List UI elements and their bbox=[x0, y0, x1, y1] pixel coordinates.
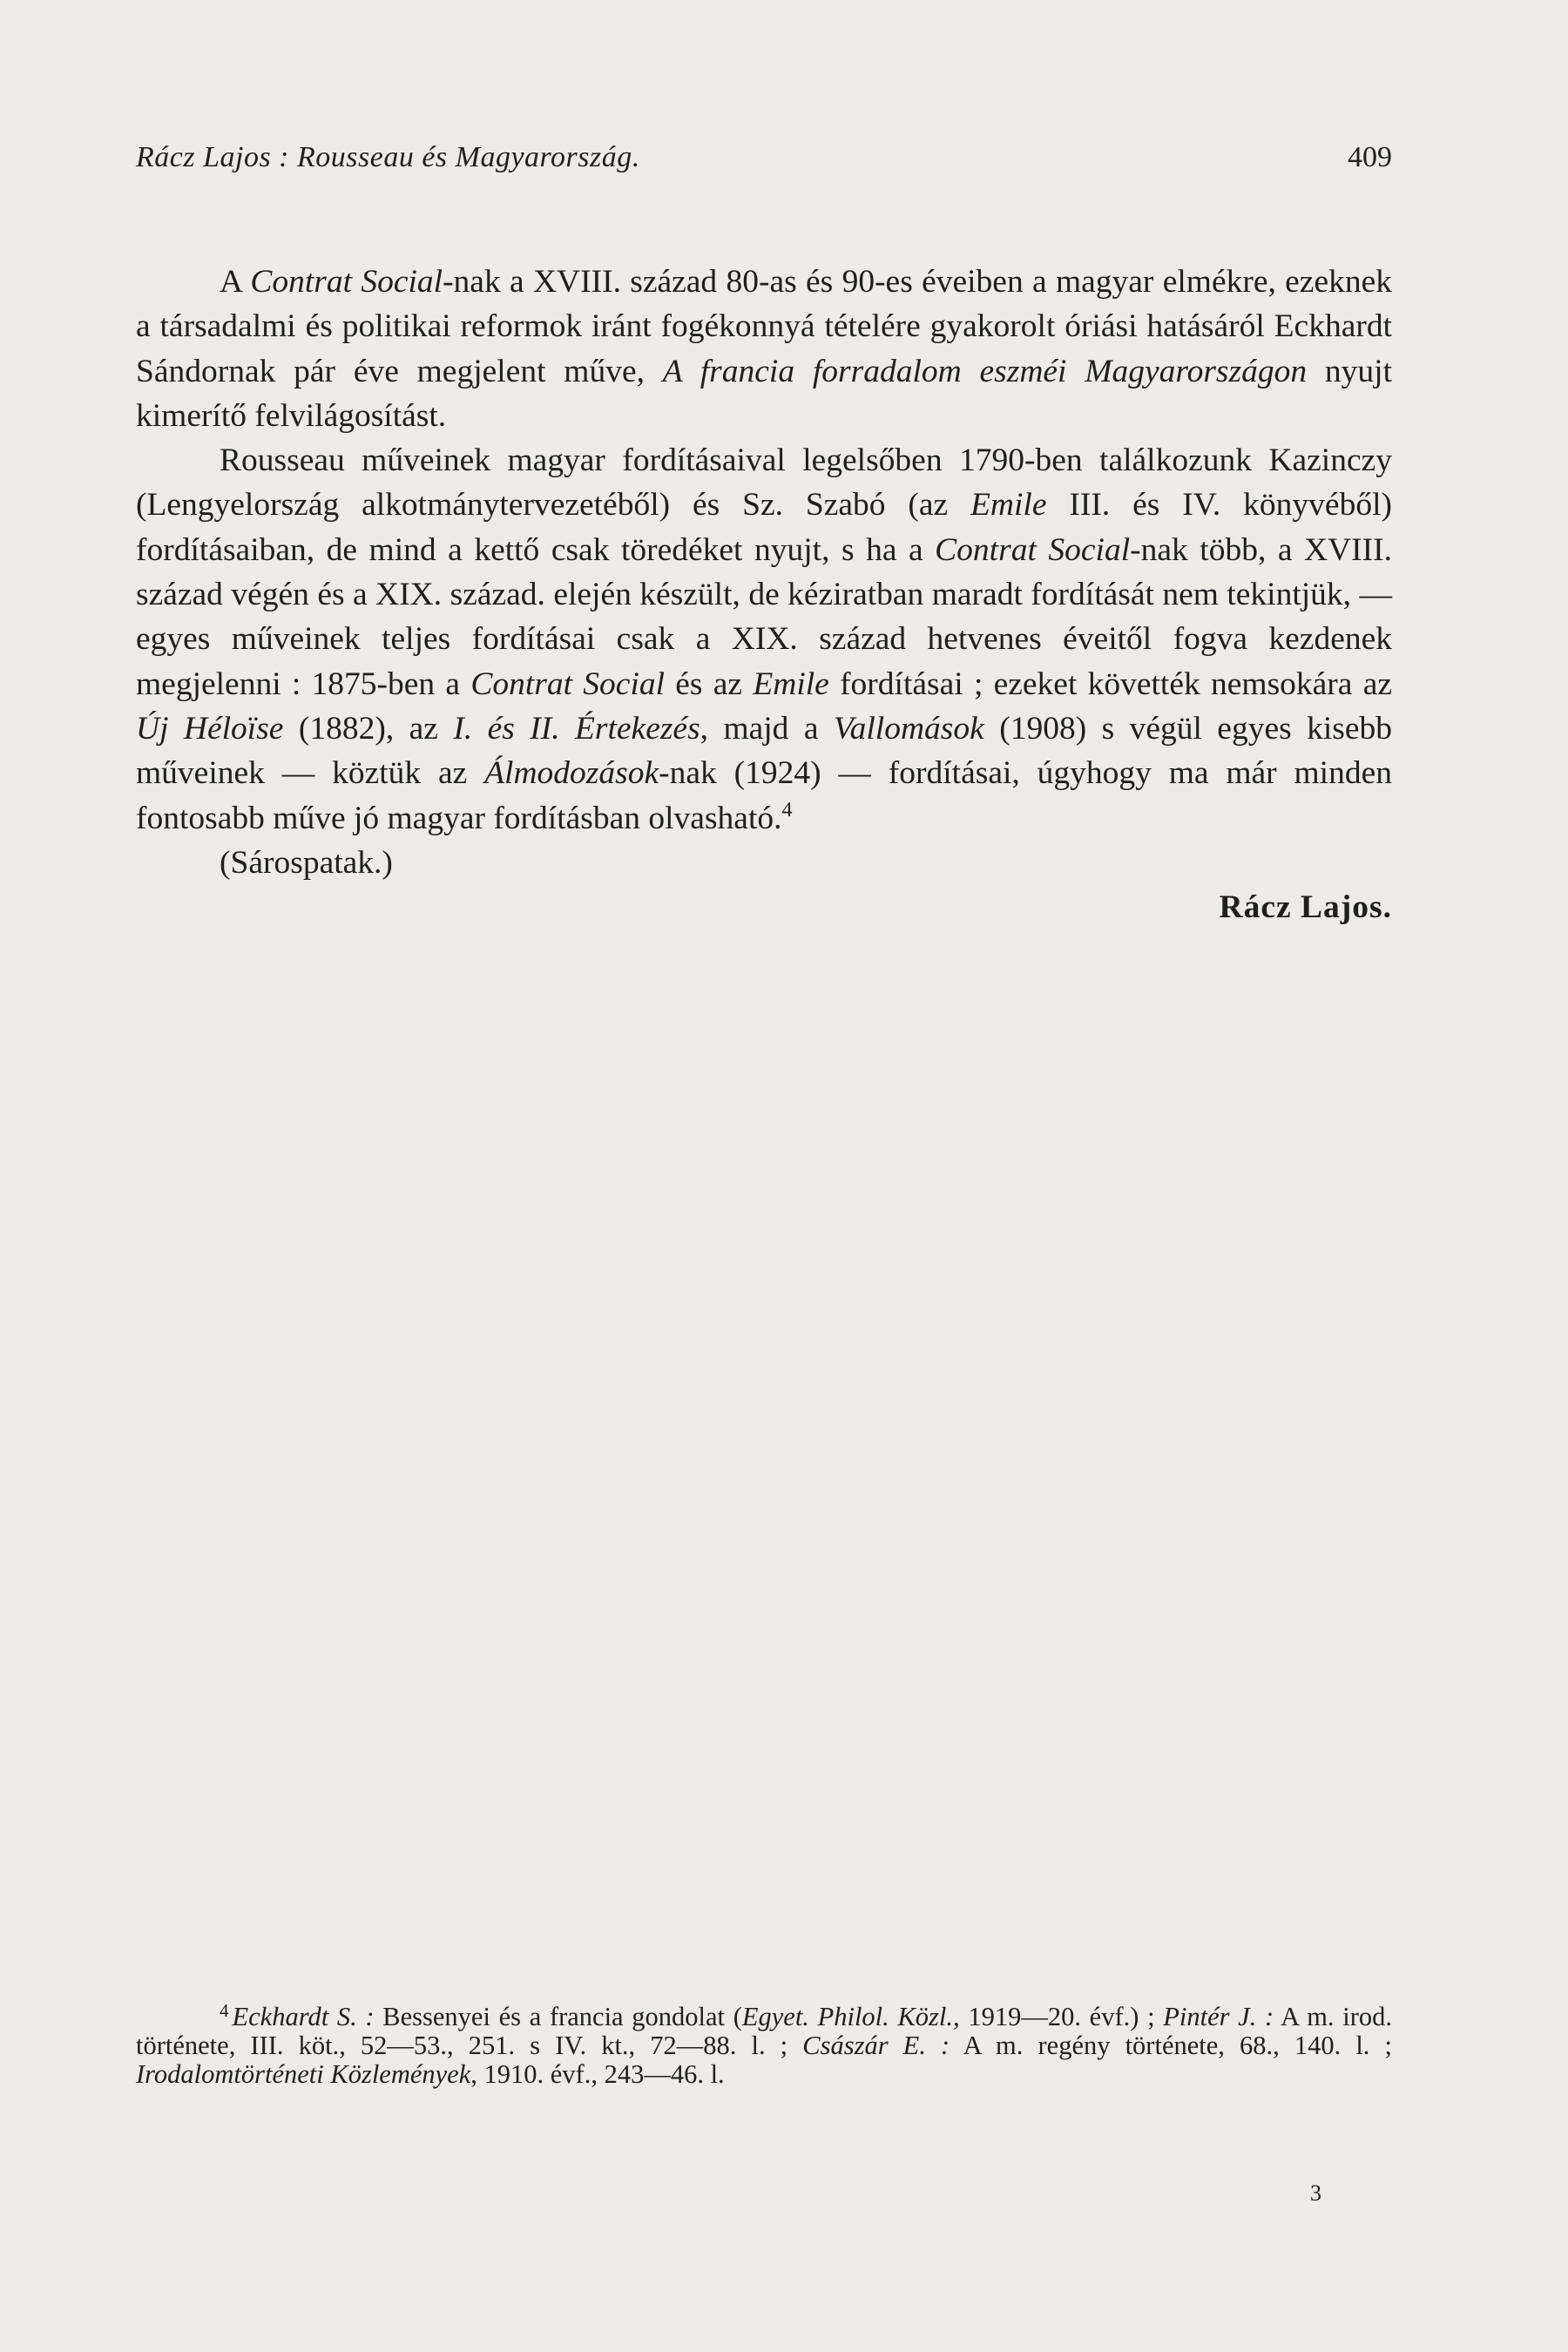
text-run: nyujt kimerítő felvilágosítást. bbox=[136, 353, 1392, 434]
italic-title: Álmodozások bbox=[484, 755, 659, 792]
italic-title: Vallomások bbox=[833, 710, 984, 747]
footnote-reference: 4 bbox=[781, 798, 793, 821]
running-title: Rácz Lajos : Rousseau és Magyarország. bbox=[136, 141, 640, 173]
text-run: A bbox=[220, 264, 251, 300]
italic-title: Új Héloïse bbox=[136, 710, 284, 747]
text-run: fordításai ; ezeket követték nemsokára az bbox=[828, 666, 1392, 702]
paragraph-translations bbox=[136, 438, 1392, 841]
footnote bbox=[136, 2000, 1392, 2090]
italic-title: A francia forradalom eszméi Magyarországon bbox=[662, 353, 1308, 389]
text-run: (1908) s végül egyes kisebb műveinek — köztük az bbox=[136, 710, 1392, 792]
text-run: III. és IV. könyvéből) fordításaiban, de mind a kettő csak töredéket nyujt, s ha a bbox=[136, 487, 1392, 568]
footnote-author: Császár E. : bbox=[802, 2031, 950, 2061]
italic-title: Contrat Social bbox=[250, 264, 443, 300]
text-run: -nak a XVIII. század 80-as és 90-es éveiben a magyar elmékre, ezeknek a társadalmi és politikai reformok iránt fogékonnyá tételére gyakorolt óriási hatásáról Eckhardt Sándornak pár éve megjelent műve, bbox=[136, 264, 1392, 389]
page-number: 409 bbox=[1348, 141, 1392, 173]
italic-title: Emile bbox=[753, 666, 829, 702]
text-run: A m. regény története, 68., 140. l. ; bbox=[950, 2031, 1392, 2061]
article-body bbox=[136, 260, 1392, 929]
text-run: , 1910. évf., 243—46. l. bbox=[470, 2059, 725, 2090]
text-run: , 1919—20. évf.) ; bbox=[953, 2002, 1164, 2031]
footnote-journal: Irodalomtörténeti Közlemények bbox=[136, 2059, 471, 2090]
signature-line bbox=[136, 885, 1392, 929]
place-of-writing: (Sárospatak.) bbox=[220, 844, 393, 881]
text-run: Bessenyei és a francia gondolat ( bbox=[374, 2002, 742, 2031]
text-run: , majd a bbox=[700, 710, 834, 747]
footnote-mark: 4 bbox=[220, 2000, 229, 2021]
footnote-author: Eckhardt S. : bbox=[232, 2002, 375, 2031]
italic-title: Contrat Social bbox=[470, 666, 666, 702]
text-run: és az bbox=[665, 666, 754, 702]
text-run: -nak (1924) — fordításai, úgyhogy ma már minden fontosabb műve jó magyar fordításban olvasható. bbox=[136, 755, 1392, 836]
printer-sheet-signature: 3 bbox=[1310, 2180, 1321, 2206]
text-run: Rousseau műveinek magyar fordításaival legelsőben 1790-ben találkozunk Kazinczy (Lengyelország alkotmánytervezetéből) és Sz. Szabó (az bbox=[136, 443, 1392, 524]
footnote-journal: Egyet. Philol. Közl. bbox=[741, 2002, 954, 2031]
running-header bbox=[136, 141, 1392, 185]
text-run: -nak több, a XVIII. század végén és a XIX. század. elején készült, de kéziratban maradt fordítását nem tekintjük, — egyes műveinek teljes fordításai csak a XIX. század hetvenes éveitől fogva kezdenek megjelenni : 1875-ben a bbox=[136, 531, 1392, 702]
italic-title: I. és II. Értekezés bbox=[453, 710, 700, 747]
italic-title: Emile bbox=[970, 487, 1047, 524]
paragraph-contrat-social bbox=[136, 260, 1392, 438]
text-run: (1882), az bbox=[283, 710, 454, 747]
footnote-author: Pintér J. : bbox=[1163, 2002, 1274, 2031]
text-run: A m. irod. története, III. köt., 52—53., 251. s IV. kt., 72—88. l. ; bbox=[136, 2002, 1392, 2061]
italic-title: Contrat Social bbox=[935, 531, 1131, 568]
author-signature: Rácz Lajos. bbox=[1219, 889, 1392, 926]
